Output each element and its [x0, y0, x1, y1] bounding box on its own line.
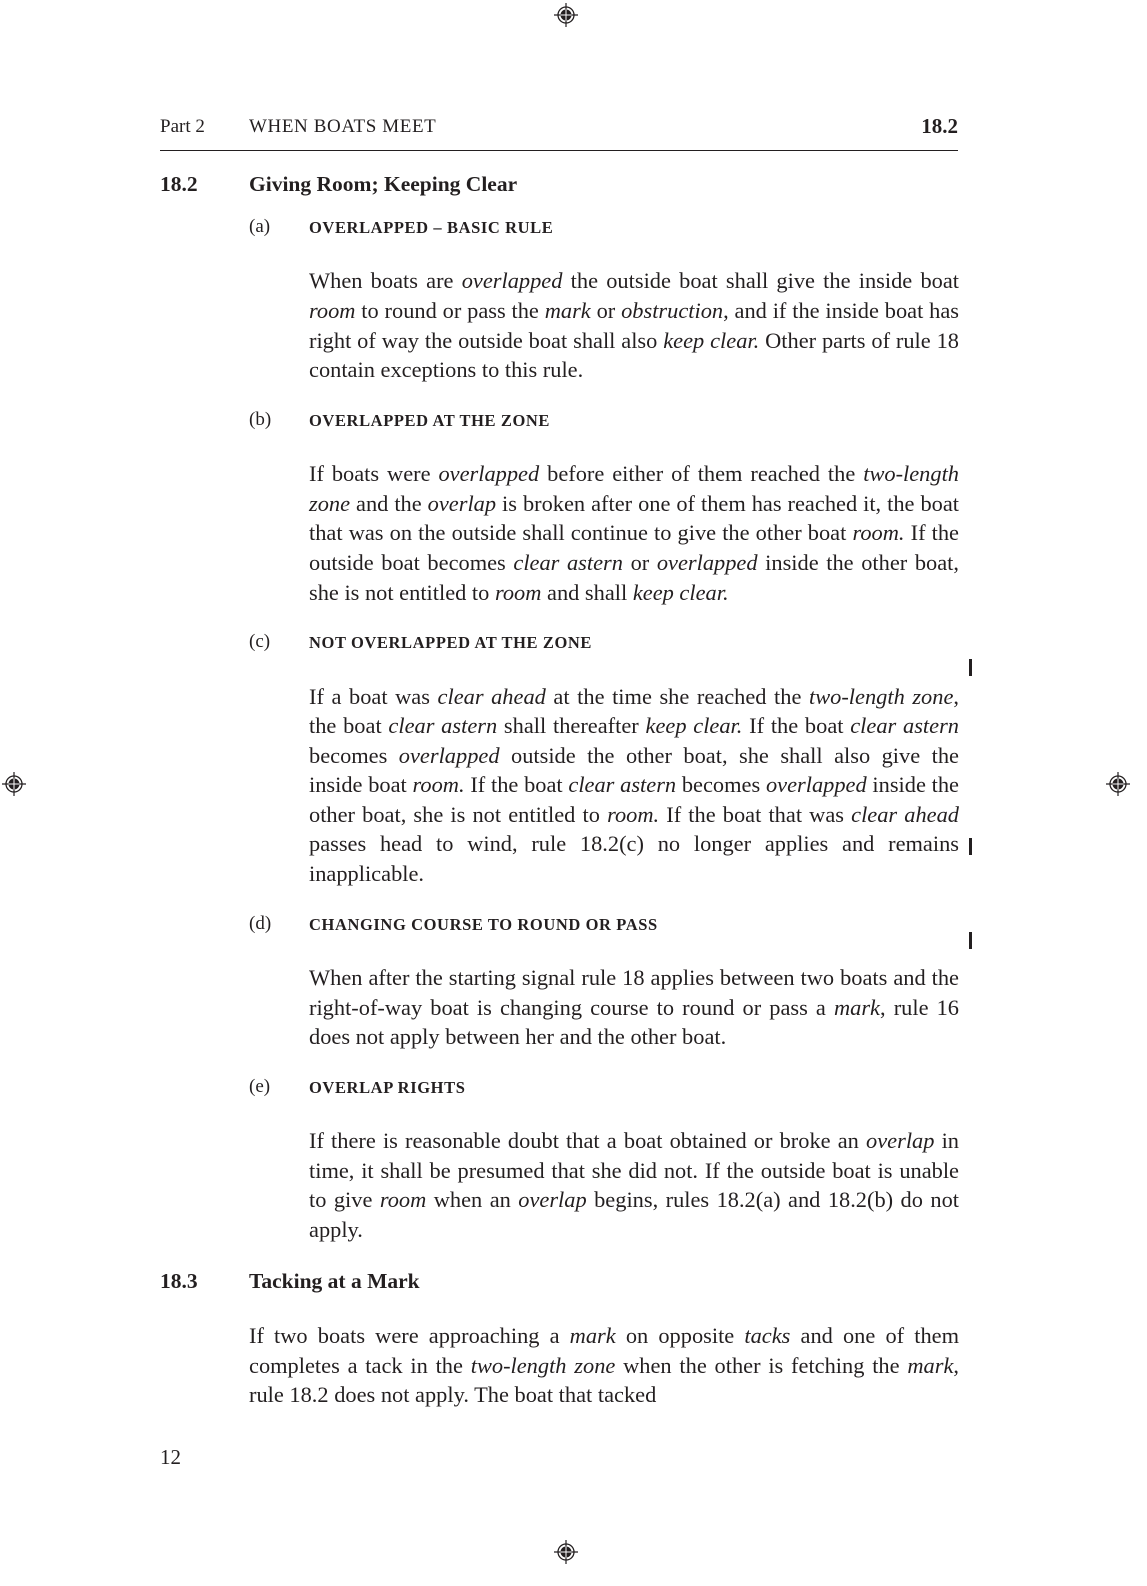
subsection-heading — [249, 1076, 958, 1104]
text-run: Other parts of rule 18 contain exceptions to this rule. — [309, 327, 959, 383]
subsection-label: (e) — [249, 1075, 271, 1097]
text-run: If a boat was — [309, 683, 438, 709]
header-title: WHEN BOATS MEET — [249, 116, 437, 137]
rule-paragraph — [309, 963, 959, 1052]
text-run: and the — [350, 490, 428, 516]
text-run: inside the other boat, she is not entitled to — [309, 549, 959, 605]
change-bar — [969, 932, 972, 949]
text-run: and one of them completes a tack in the — [249, 1323, 959, 1378]
defined-term: two-length zone — [470, 1352, 616, 1378]
text-run: , the boat — [309, 683, 960, 739]
text-run: or — [622, 549, 657, 575]
rule-paragraph — [309, 1126, 959, 1244]
text-run: at the time she reached the — [545, 683, 809, 709]
subsection-title: NOT OVERLAPPED AT THE ZONE — [309, 633, 593, 653]
text-run: If the boat — [742, 713, 851, 739]
subsection-label: (d) — [249, 912, 272, 934]
defined-term: room — [309, 297, 356, 323]
change-bar — [969, 838, 972, 855]
rule-content — [160, 172, 958, 1434]
registration-mark-icon — [2, 772, 26, 796]
defined-term: mark — [833, 994, 880, 1020]
page-number: 12 — [160, 1445, 181, 1469]
running-header — [160, 114, 958, 151]
defined-term: room. — [852, 520, 905, 546]
defined-term: clear astern — [388, 713, 498, 739]
defined-term: room. — [607, 801, 660, 827]
defined-term: overlap — [866, 1128, 935, 1154]
subsection-title: OVERLAPPED AT THE ZONE — [309, 410, 551, 430]
text-run: begins, rules 18.2(a) and 18.2(b) do not apply. — [309, 1187, 959, 1243]
defined-term: overlapped — [438, 461, 540, 487]
defined-term: mark — [569, 1323, 616, 1348]
text-run: inside the other boat, she is not entitled to — [309, 772, 959, 827]
defined-term: overlap — [427, 490, 497, 516]
defined-term: overlap — [518, 1187, 587, 1213]
text-run: or — [590, 297, 622, 323]
text-run: If the boat that was — [659, 801, 852, 827]
defined-term: two-length zone — [809, 683, 954, 709]
defined-term: tacks — [744, 1323, 791, 1348]
subsection-title: OVERLAPPED – BASIC RULE — [309, 218, 554, 237]
rule-number: 18.3 — [160, 1268, 198, 1293]
rule-paragraph — [249, 1321, 959, 1410]
subsection-heading — [249, 409, 958, 437]
text-run: When after the starting signal rule 18 applies between two boats and the right-of-way boat is changing course to round or pass a — [309, 965, 959, 1020]
text-run: If the boat — [464, 772, 569, 798]
registration-mark-icon — [554, 1540, 578, 1564]
text-run: If the outside boat becomes — [309, 520, 959, 575]
defined-term: clear ahead — [437, 683, 546, 709]
rule-heading — [160, 1269, 958, 1299]
text-run: becomes — [676, 772, 766, 798]
text-run: If there is reasonable doubt that a boat obtained or broke an — [309, 1128, 867, 1154]
text-run: when the other is fetching the — [615, 1352, 908, 1378]
rule-number: 18.2 — [160, 172, 198, 196]
rule-title: Tacking at a Mark — [249, 1268, 420, 1293]
text-run: If boats were — [309, 461, 439, 487]
subsection-label: (c) — [249, 631, 271, 653]
rule-title: Giving Room; Keeping Clear — [249, 172, 518, 196]
defined-term: room — [494, 579, 542, 605]
rule-paragraph — [309, 266, 959, 384]
text-run: when an — [426, 1187, 519, 1213]
defined-term: clear astern — [513, 549, 623, 575]
defined-term: obstruction — [621, 297, 724, 323]
text-run: , and if the inside boat has right of way the outside boat shall also — [309, 297, 959, 353]
header-part: Part 2 — [160, 116, 205, 137]
defined-term: keep clear. — [645, 713, 743, 739]
rule-paragraph — [309, 459, 959, 607]
text-run: the outside boat shall give the inside boat — [562, 268, 959, 294]
text-run: before either of them reached the — [539, 461, 864, 487]
defined-term: overlapped — [765, 772, 867, 798]
defined-term: overlapped — [656, 549, 758, 575]
defined-term: mark — [907, 1352, 954, 1378]
defined-term: overlapped — [398, 742, 500, 768]
text-run: , rule 18.2 does not apply. The boat that tacked — [249, 1352, 959, 1408]
text-run: shall thereafter — [497, 713, 646, 739]
defined-term: keep clear. — [663, 327, 760, 353]
text-run: , rule 16 does not apply between her and the other boat. — [309, 994, 959, 1050]
subsection-title: OVERLAP RIGHTS — [309, 1077, 466, 1097]
defined-term: two-length zone — [309, 461, 959, 516]
defined-term: room — [379, 1187, 427, 1213]
defined-term: keep clear. — [632, 579, 729, 605]
subsection-title: CHANGING COURSE TO ROUND OR PASS — [309, 914, 658, 934]
subsection-heading — [249, 913, 958, 941]
registration-mark-icon — [554, 3, 578, 27]
text-run: in time, it shall be presumed that she did not. If the outside boat is unable to give — [309, 1128, 960, 1213]
registration-mark-icon — [1106, 772, 1130, 796]
defined-term: room. — [412, 772, 465, 798]
text-run: becomes — [309, 742, 399, 768]
text-run: If two boats were approaching a — [249, 1323, 570, 1348]
text-run: is broken after one of them has reached it, the boat that was on the outside shall continue to give the other boat — [309, 490, 959, 546]
text-run: and shall — [541, 579, 633, 605]
subsection-heading — [249, 216, 958, 244]
change-bar — [969, 659, 972, 676]
subsection-heading — [249, 631, 958, 659]
defined-term: overlapped — [461, 268, 563, 294]
defined-term: clear astern — [850, 713, 959, 739]
subsection-label: (b) — [249, 408, 272, 430]
rule-paragraph — [309, 682, 959, 889]
text-run: to round or pass the — [355, 297, 545, 323]
text-run: When boats are — [309, 268, 462, 294]
defined-term: clear astern — [568, 772, 677, 798]
header-section: 18.2 — [921, 114, 958, 138]
text-run: outside the other boat, she shall also give the inside boat — [309, 742, 959, 798]
defined-term: clear ahead — [851, 801, 960, 827]
text-run: on opposite — [615, 1323, 745, 1348]
text-run: passes head to wind, rule 18.2(c) no longer applies and remains inapplicable. — [309, 831, 959, 887]
subsection-label: (a) — [249, 216, 271, 237]
defined-term: mark — [544, 297, 591, 323]
rule-heading — [160, 172, 958, 202]
